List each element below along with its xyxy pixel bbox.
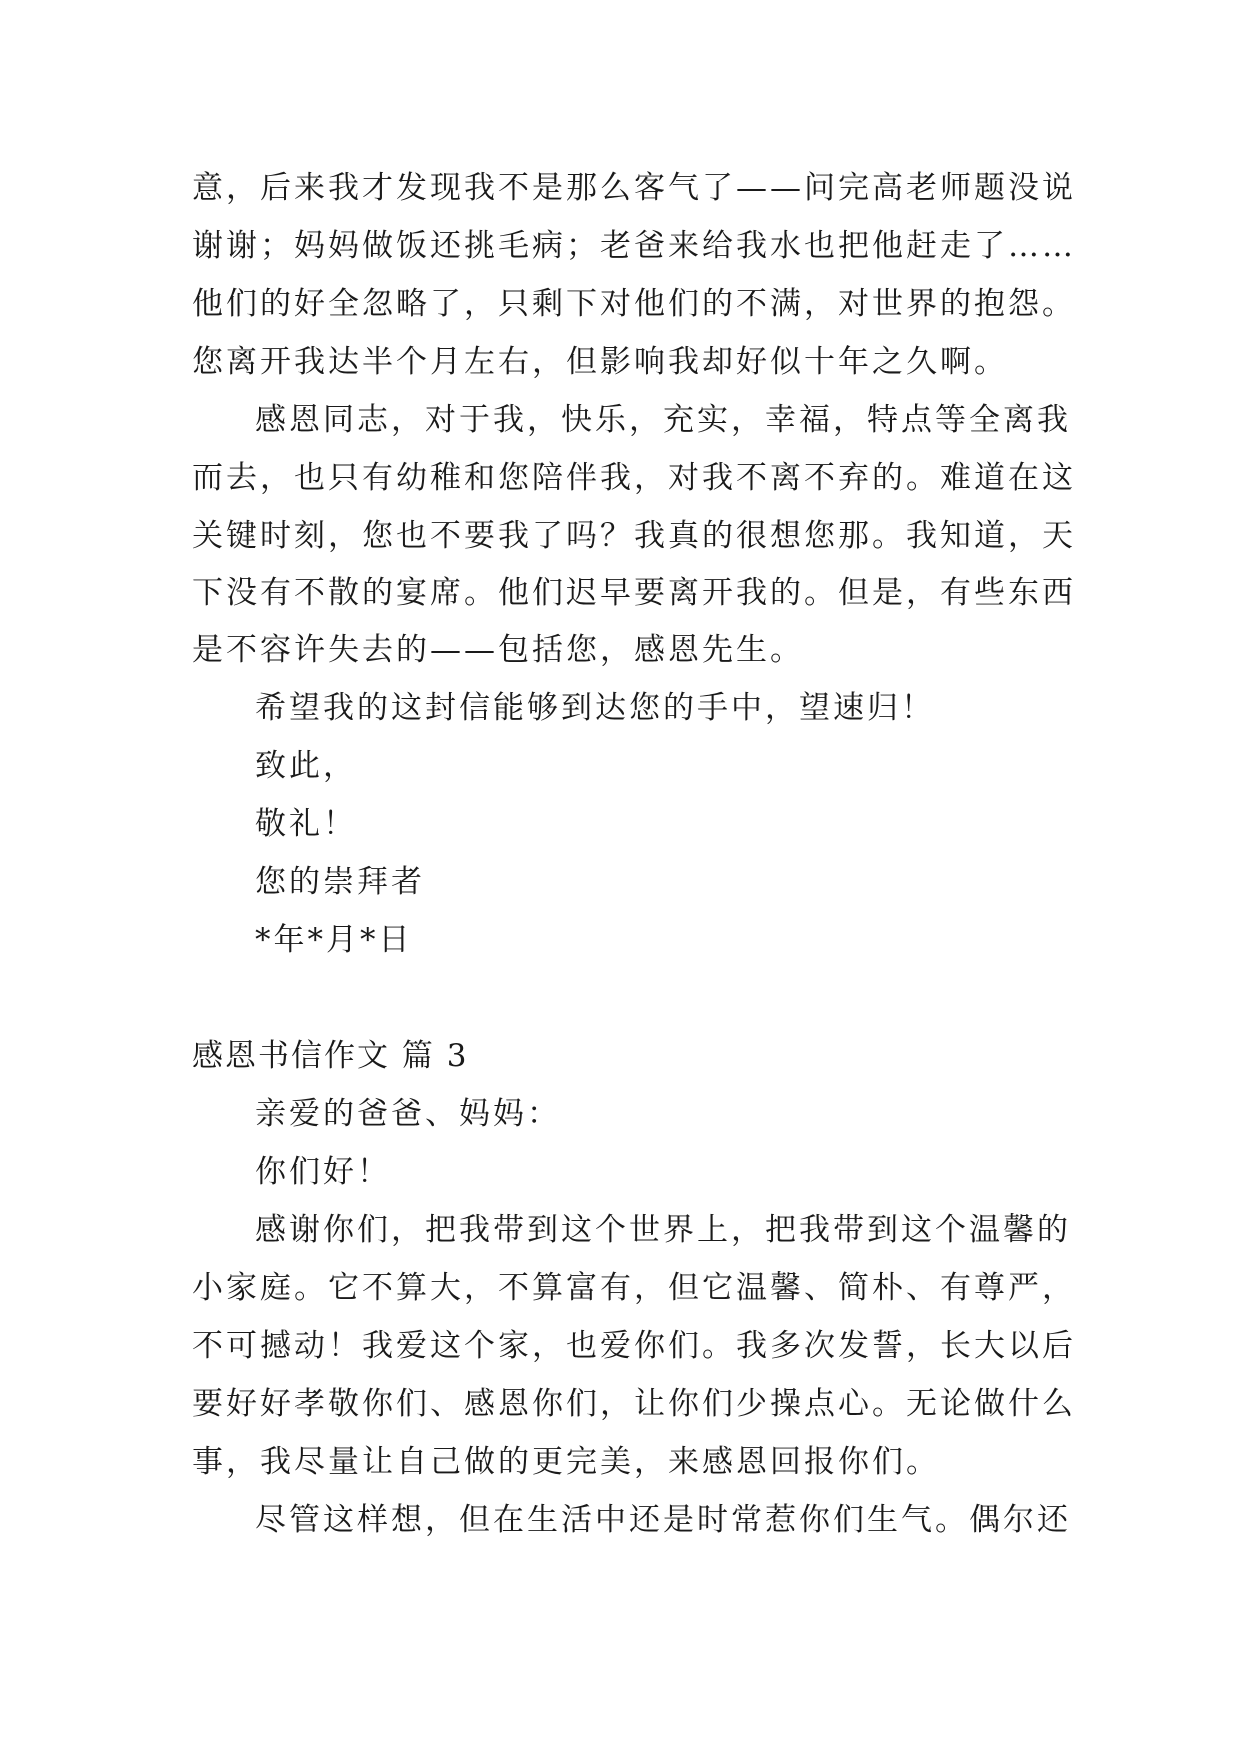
text-line: 不可撼动！我爱这个家，也爱你们。我多次发誓，长大以后 — [192, 1328, 1076, 1364]
text-line: 您离开我达半个月左右，但影响我却好似十年之久啊。 — [192, 344, 1008, 380]
text-line: 小家庭。它不算大，不算富有，但它温馨、简朴、有尊严， — [192, 1270, 1076, 1306]
closing-jingli: 敬礼！ — [255, 806, 357, 842]
section-title: 感恩书信作文 篇 3 — [192, 1038, 469, 1074]
closing-hope: 希望我的这封信能够到达您的手中，望速归！ — [255, 690, 935, 726]
text-line: 尽管这样想，但在生活中还是时常惹你们生气。偶尔还 — [255, 1502, 1071, 1538]
text-line: 谢谢；妈妈做饭还挑毛病；老爸来给我水也把他赶走了…… — [192, 228, 1076, 264]
letter-date: *年*月*日 — [255, 922, 413, 958]
greeting: 你们好！ — [255, 1154, 391, 1190]
text-line: 是不容许失去的——包括您，感恩先生。 — [192, 632, 804, 668]
text-line: 下没有不散的宴席。他们迟早要离开我的。但是，有些东西 — [192, 575, 1076, 611]
salutation: 亲爱的爸爸、妈妈： — [255, 1096, 561, 1132]
text-line: 关键时刻，您也不要我了吗？我真的很想您那。我知道，天 — [192, 518, 1076, 554]
closing-zhici: 致此， — [255, 748, 357, 784]
text-line: 而去，也只有幼稚和您陪伴我，对我不离不弃的。难道在这 — [192, 460, 1076, 496]
text-line: 感恩同志，对于我，快乐，充实，幸福，特点等全离我 — [255, 402, 1071, 438]
text-line: 事，我尽量让自己做的更完美，来感恩回报你们。 — [192, 1444, 940, 1480]
text-line: 意，后来我才发现我不是那么客气了——问完高老师题没说 — [192, 170, 1076, 206]
text-line: 要好好孝敬你们、感恩你们，让你们少操点心。无论做什么 — [192, 1386, 1076, 1422]
signature: 您的崇拜者 — [255, 864, 425, 900]
text-line: 他们的好全忽略了，只剩下对他们的不满，对世界的抱怨。 — [192, 286, 1076, 322]
text-line: 感谢你们，把我带到这个世界上，把我带到这个温馨的 — [255, 1212, 1071, 1248]
